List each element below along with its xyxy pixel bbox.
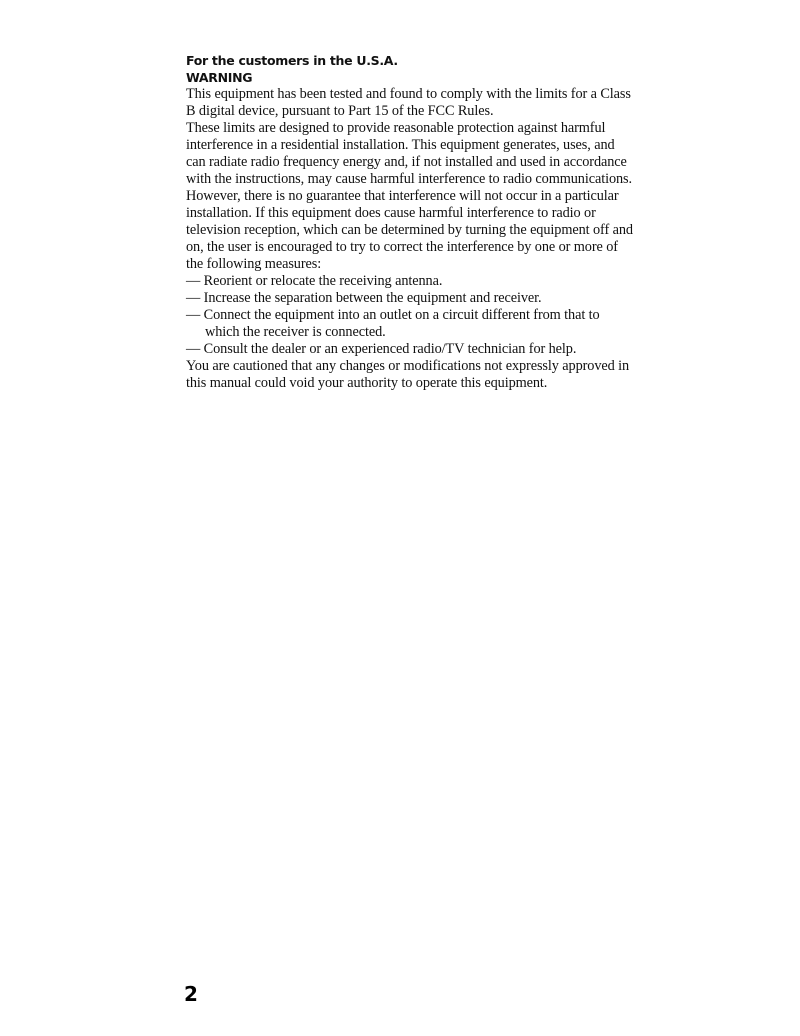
list-item: — Connect the equipment into an outlet on a circuit different from that to which the receiver is connected.: [186, 307, 600, 340]
compliance-paragraph: This equipment has been tested and found to comply with the limits for a Class B digital device, pursuant to Part 15 of the FCC Rules.: [186, 86, 631, 119]
list-item: — Reorient or relocate the receiving antenna.: [186, 273, 443, 289]
list-item: — Consult the dealer or an experienced radio/TV technician for help.: [186, 341, 577, 357]
page-number: 2: [184, 982, 198, 1006]
section-title: For the customers in the U.S.A.: [186, 53, 398, 68]
measures-list: [186, 273, 636, 358]
interference-paragraph: These limits are designed to provide reasonable protection against harmful interference in a residential installation. This equipment generates, uses, and can radiate radio frequency energy and, if not installed and used in accordance with the instructions, may cause harmful interference to radio communications. However, there is no guarantee that interference will not occur in a particular installation. If this equipment does cause harmful interference to radio or television reception, which can be determined by turning the equipment off and on, the user is encouraged to try to correct the interference by one or more of the following measures:: [186, 120, 633, 272]
fcc-notice-section: [186, 53, 636, 392]
list-item: — Increase the separation between the equipment and receiver.: [186, 290, 542, 306]
warning-label: WARNING: [186, 69, 253, 85]
caution-paragraph: You are cautioned that any changes or modifications not expressly approved in this manual could void your authority to operate this equipment.: [186, 358, 630, 391]
